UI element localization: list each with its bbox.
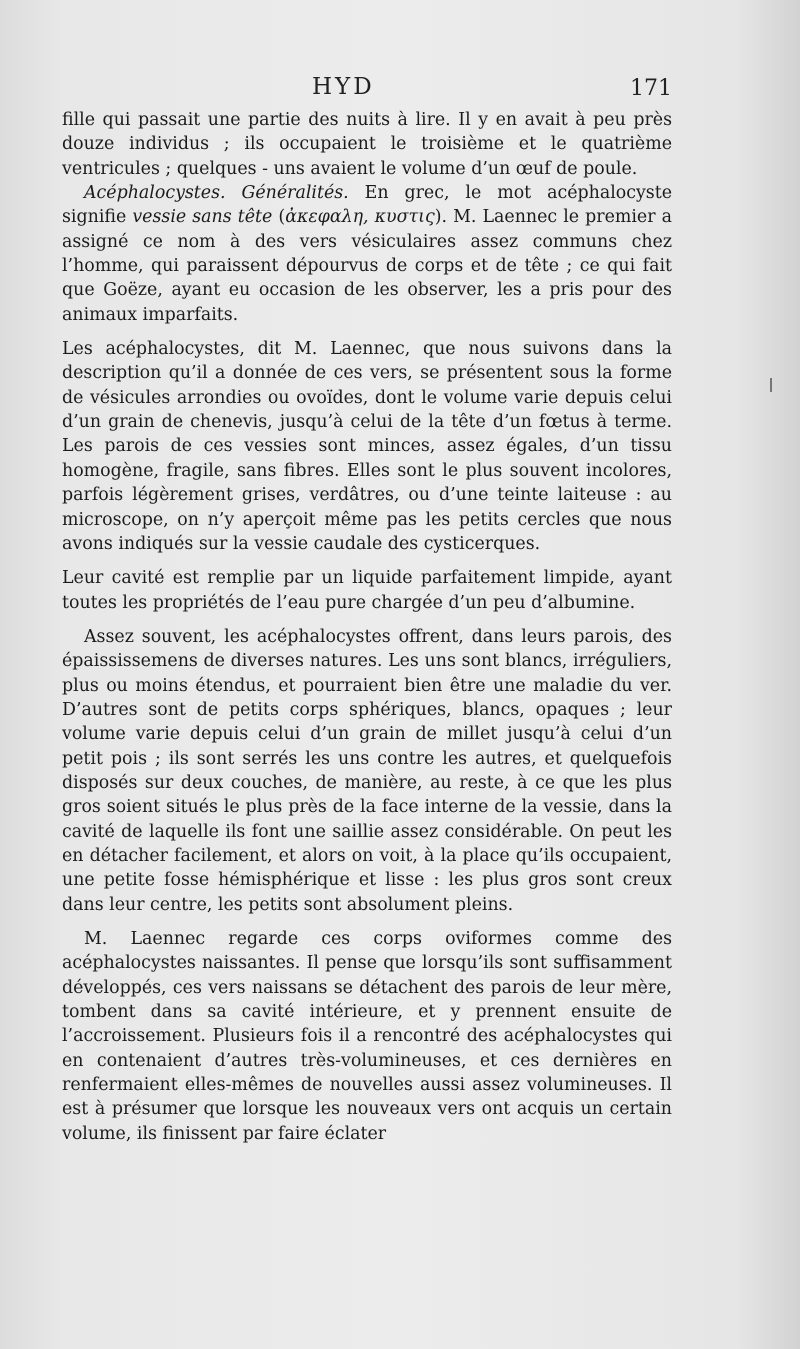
paragraph-text: ( [272,207,286,228]
paragraph-thickenings: Assez souvent, les acéphalocystes offrent, dans leurs parois, des épaississemens de diverses natures. Les uns sont blancs, irréguliers, plus ou moins étendus, et pourraient bien être une maladie du ver. D’autres sont de petits corps sphériques, blancs, opaques ; leur volume varie depuis celui d’un grain de millet jusqu’à celui d’un petit pois ; ils sont serrés les uns contre les autres, et quelquefois disposés sur deux couches, de manière, au reste, à ce que les plus gros soient situés le plus près de la face interne de la vessie, dans la cavité de laquelle ils font une saillie assez considérable. On peut les en détacher facilement, et alors on voit, à la place qu’ils occupaient, une petite fosse hémisphérique et lisse : les plus gros sont creux dans leur centre, les petits sont absolument pleins. [62,626,672,915]
paragraph-oviform-bodies: M. Laennec regarde ces corps oviformes comme des acéphalocystes naissantes. Il pense que lorsqu’ils sont suffisamment développés, ces vers naissans se détachent des parois de leur mère, tombent dans sa cavité intérieure, et y prennent ensuite de l’accroissement. Plusieurs fois il a rencontré des acéphalocystes qui en contenaient d’autres très-volumineuses, et ces dernières en renfermaient elles-mêmes de nouvelles aussi assez volumineuses. Il est à présumer que lorsque les nouveaux vers ont acquis un certain volume, ils finissent par faire éclater [62,929,672,1144]
running-head-title: HYD [312,74,375,100]
section-heading: Acéphalocystes. Généralités. [84,183,349,204]
paragraph-text: ). M. Laennec le premier a assigné ce nom à des vers vésiculaires assez communs chez l’homme, qui paraissent dépourvus de corps et de tête ; ce qui fait que Goëze, ayant eu occasion de les observer, les a pris pour des animaux imparfaits. [62,207,672,325]
italic-phrase: vessie sans tête [132,207,273,228]
text-block [62,68,672,1146]
paragraph-description: Les acéphalocystes, dit M. Laennec, que nous suivons dans la description qu’il a donnée de ces vers, se présentent sous la forme de vésicules arrondies ou ovoïdes, dont le volume varie depuis celui d’un grain de chenevis, jusqu’à celui de la tête d’un fœtus à terme. Les parois de ces vessies sont minces, assez égales, d’un tissu homogène, fragile, sans fibres. Elles sont le plus souvent incolores, parfois légèrement grises, verdâtres, ou d’une teinte laiteuse : au microscope, on n’y aperçoit même pas les petits cercles que nous avons indiqués sur la vessie caudale des cysticerques. [62,339,672,554]
greek-etymology: ἀκεφαλη, κυστις [285,207,435,228]
running-head [62,68,672,108]
paragraph-cavity: Leur cavité est remplie par un liquide parfaitement limpide, ayant toutes les propriétés de l’eau pure chargée d’un peu d’albumine. [62,568,672,613]
margin-mark [770,378,772,392]
paragraph-acephalocystes-intro [62,181,672,327]
paragraph-continuation: fille qui passait une partie des nuits à lire. Il y en avait à peu près douze individus ; ils occupaient le troisième et le quatrième ventricules ; quelques - uns avaient le volume d’un œuf de poule. [62,110,672,179]
page-number: 171 [630,76,672,101]
paragraph-text: En grec, le mot acéphalocyste signifie [62,183,672,228]
